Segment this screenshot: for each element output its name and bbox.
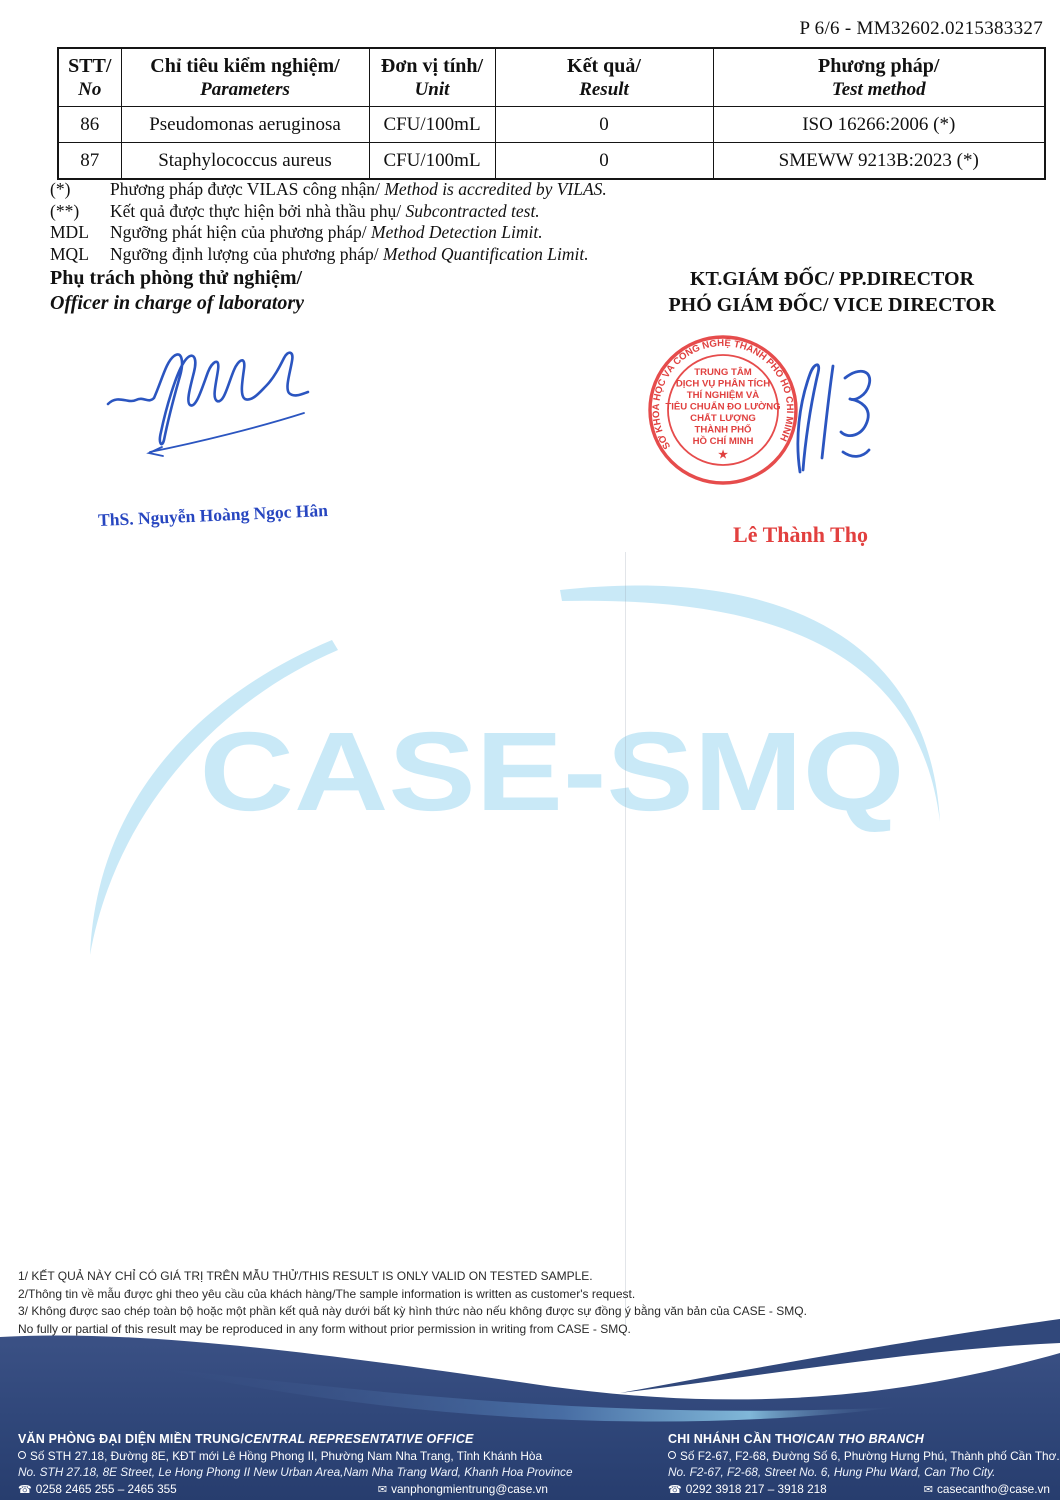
footer-email: ✉ casecantho@case.vn — [923, 1482, 1050, 1496]
svg-text:HỒ CHÍ MINH: HỒ CHÍ MINH — [692, 436, 754, 447]
phone-icon: ☎ — [668, 1483, 682, 1496]
svg-text:TRUNG TÂM: TRUNG TÂM — [694, 367, 752, 378]
footer-address-en: No. STH 27.18, 8E Street, Le Hong Phong II New Urban Area,Nam Nha Trang Ward, Khanh Hoa Province — [18, 1465, 573, 1479]
cell-method: ISO 16266:2006 (*) — [713, 107, 1045, 143]
disclaimer-line: 2/Thông tin về mẫu được ghi theo yêu cầu của khách hàng/The sample information is written as customer's request. — [18, 1286, 636, 1301]
cell-result: 0 — [495, 107, 713, 143]
lab-officer-title: Phụ trách phòng thử nghiệm/ Officer in charge of laboratory — [50, 267, 305, 314]
official-stamp — [640, 325, 895, 497]
officer-signature-ink — [95, 345, 325, 465]
table-header-row — [58, 48, 1045, 107]
director-title: KT.GIÁM ĐỐC/ PP.DIRECTOR PHÓ GIÁM ĐỐC/ VICE DIRECTOR — [668, 268, 996, 316]
svg-text:CHẤT LƯỢNG: CHẤT LƯỢNG — [690, 413, 756, 424]
cell-parameter: Staphylococcus aureus — [121, 143, 369, 180]
col-header-method: Phương pháp/ Test method — [713, 48, 1045, 107]
cell-parameter: Pseudomonas aeruginosa — [121, 107, 369, 143]
envelope-icon: ✉ — [923, 1483, 934, 1496]
location-pin-icon — [668, 1451, 676, 1459]
envelope-icon: ✉ — [377, 1483, 388, 1496]
footer-central-office — [18, 1432, 573, 1496]
watermark-text: CASE-SMQ — [199, 709, 905, 834]
footnote-line: (*) Phương pháp được VILAS công nhận/ Method is accredited by VILAS. — [50, 179, 607, 199]
footnote-line: MQL Ngưỡng định lượng của phương pháp/ Method Quantification Limit. — [50, 243, 589, 264]
col-header-parameters: Chỉ tiêu kiểm nghiệm/ Parameters — [121, 48, 369, 107]
footer-contact-row — [18, 1482, 548, 1496]
location-pin-icon — [18, 1451, 26, 1459]
footer-address-vi: Số STH 27.18, Đường 8E, KĐT mới Lê Hồng Phong II, Phường Nam Nha Trang, Tỉnh Khánh Hòa — [18, 1449, 548, 1463]
cell-no: 87 — [58, 143, 121, 180]
col-header-result: Kết quả/ Result — [495, 48, 713, 107]
stamp-star: ★ — [718, 449, 728, 461]
svg-text:THÀNH PHỐ: THÀNH PHỐ — [694, 424, 752, 436]
footnote-line: MDL Ngưỡng phát hiện của phương pháp/ Method Detection Limit. — [50, 222, 543, 242]
footer-phone: ☎ 0258 2465 255 – 2465 355 — [18, 1482, 177, 1496]
footer-contact-row — [668, 1482, 1050, 1496]
phone-icon: ☎ — [18, 1483, 32, 1496]
cell-result: 0 — [495, 143, 713, 180]
footer-email: ✉ vanphongmientrung@case.vn — [377, 1482, 548, 1496]
table-row — [58, 143, 1045, 180]
footer-office-title: VĂN PHÒNG ĐẠI DIỆN MIỀN TRUNG/CENTRAL REPRESENTATIVE OFFICE — [18, 1432, 474, 1446]
scan-artifact-line — [625, 552, 626, 1332]
footer-address-vi: Số F2-67, F2-68, Đường Số 6, Phường Hưng Phú, Thành phố Cần Thơ. — [668, 1449, 1050, 1463]
footer-phone: ☎ 0292 3918 217 – 3918 218 — [668, 1482, 827, 1496]
footer-address-en: No. F2-67, F2-68, Street No. 6, Hung Phu Ward, Can Tho City. — [668, 1465, 996, 1479]
director-name: Lê Thành Thọ — [733, 522, 868, 547]
col-header-no: STT/ No — [58, 48, 121, 107]
disclaimer-line: 1/ KẾT QUẢ NÀY CHỈ CÓ GIÁ TRỊ TRÊN MẪU THỬ/THIS RESULT IS ONLY VALID ON TESTED SAMPLE. — [18, 1269, 593, 1283]
officer-name: ThS. Nguyễn Hoàng Ngọc Hân — [97, 499, 329, 531]
footnotes — [50, 179, 607, 265]
svg-text:THÍ NGHIỆM VÀ: THÍ NGHIỆM VÀ — [686, 390, 760, 401]
col-header-unit: Đơn vị tính/ Unit — [369, 48, 495, 107]
cell-no: 86 — [58, 107, 121, 143]
page-reference: P 6/6 - MM32602.0215383327 — [799, 18, 1043, 39]
footer-branch-title: CHI NHÁNH CẦN THƠ/CAN THO BRANCH — [668, 1432, 924, 1446]
cell-unit: CFU/100mL — [369, 107, 495, 143]
director-signature-ink — [798, 365, 870, 472]
stamp-ring-text: SỞ KHOA HỌC VÀ CÔNG NGHỆ THÀNH PHỐ HỒ CHÍ MINH — [650, 337, 796, 452]
footnote-line: (**) Kết quả được thực hiện bởi nhà thầu phụ/ Subcontracted test. — [50, 200, 540, 221]
results-table — [57, 47, 1046, 180]
svg-text:DỊCH VỤ PHÂN TÍCH: DỊCH VỤ PHÂN TÍCH — [675, 378, 771, 390]
svg-text:TIÊU CHUẨN ĐO LƯỜNG: TIÊU CHUẨN ĐO LƯỜNG — [665, 401, 781, 413]
disclaimer-line: No fully or partial of this result may be reproduced in any form without prior permission in writing from CASE - SMQ. — [18, 1321, 631, 1336]
table-row — [58, 107, 1045, 143]
disclaimer-line: 3/ Không được sao chép toàn bộ hoặc một phần kết quả này dưới bất kỳ hình thức nào nếu không được sự đồng ý bằng văn bản của CASE - SMQ. — [18, 1304, 807, 1318]
cell-method: SMEWW 9213B:2023 (*) — [713, 143, 1045, 180]
cell-unit: CFU/100mL — [369, 143, 495, 180]
footer-cantho-branch — [668, 1432, 1060, 1496]
